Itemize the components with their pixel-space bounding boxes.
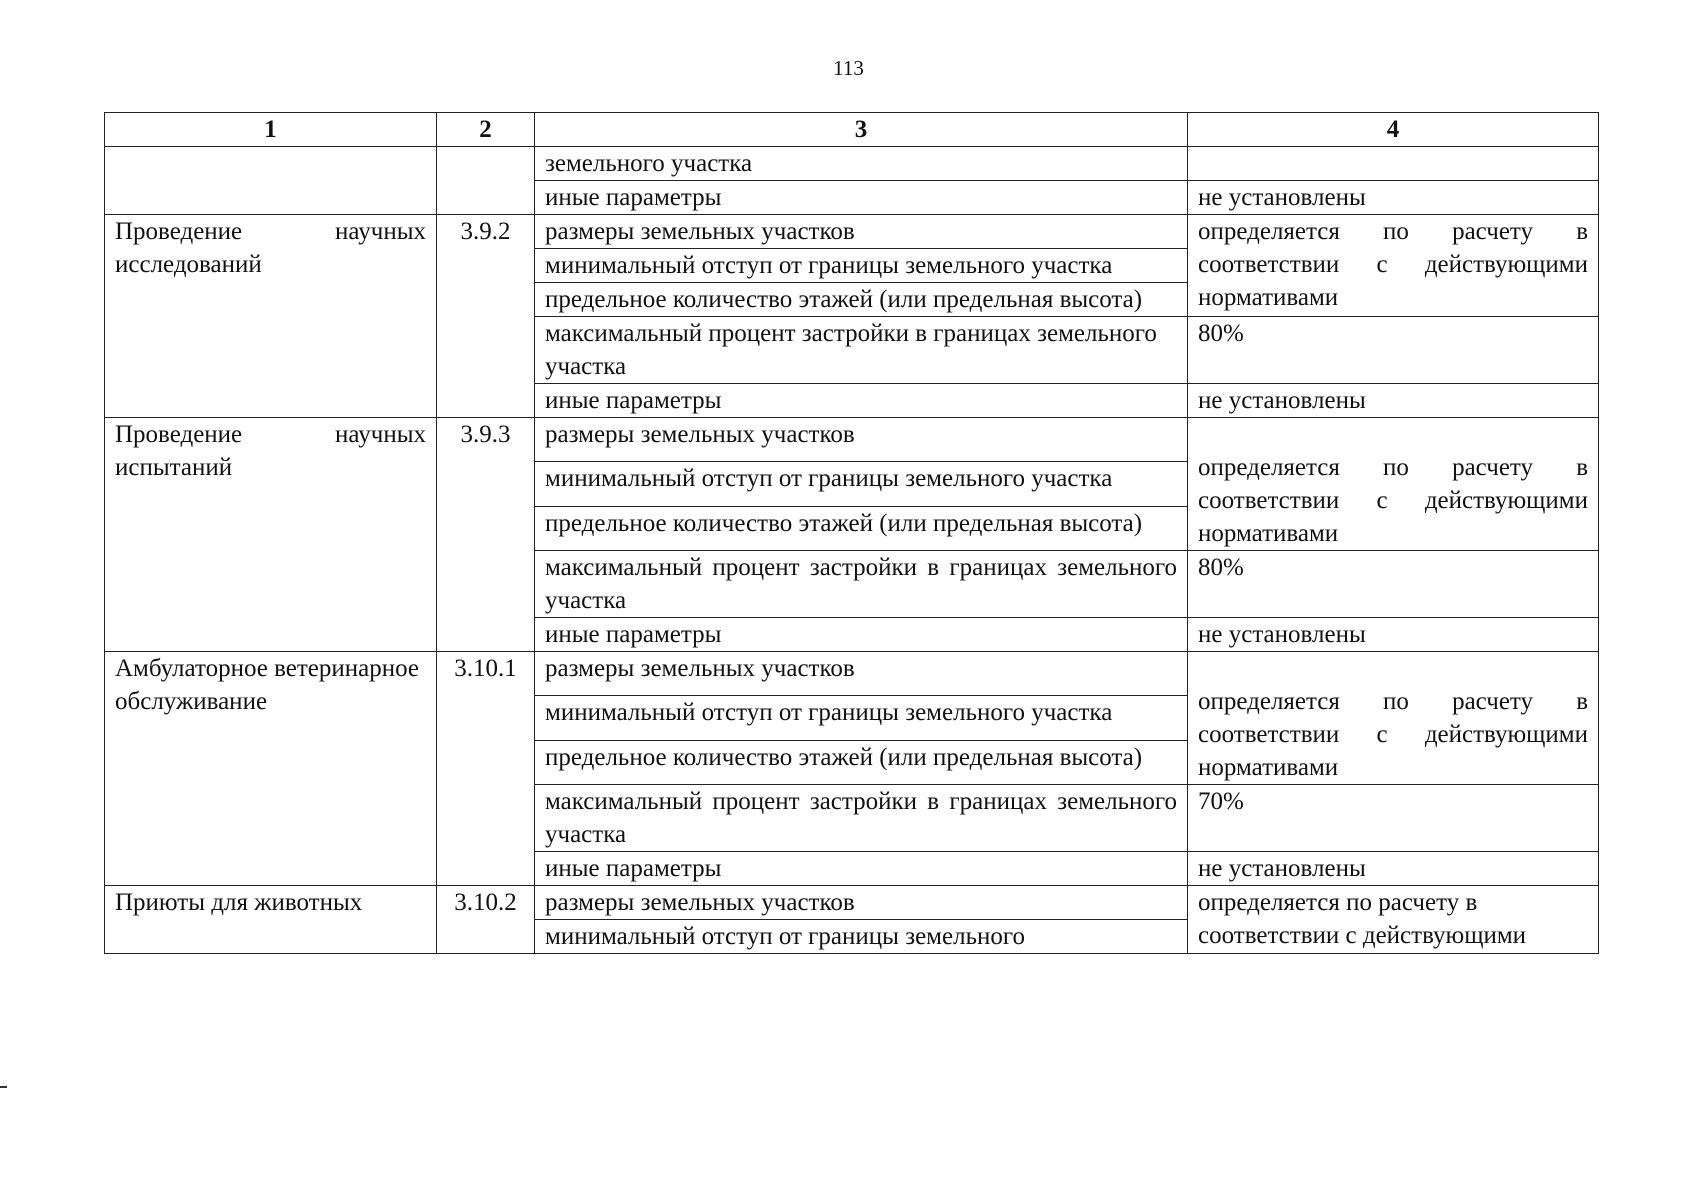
land-use-code: 3.10.2 (437, 886, 535, 954)
land-use-code: 3.10.1 (437, 652, 535, 886)
table-row (105, 652, 1599, 696)
value-cell: 70% (1188, 785, 1599, 852)
continuation-name-cell (105, 147, 437, 215)
value-cell: не установлены (1188, 618, 1599, 652)
value-cell: 80% (1188, 551, 1599, 618)
value-cell: 80% (1188, 317, 1599, 384)
column-header-3: 3 (535, 113, 1188, 147)
param-cell: максимальный процент застройки в границах земельного участка (535, 317, 1188, 384)
land-use-name: Приюты для животных (105, 886, 437, 954)
land-use-code: 3.9.2 (437, 215, 535, 418)
param-cell: предельное количество этажей (или предельная высота) (535, 283, 1188, 317)
table-row (105, 147, 1599, 181)
param-cell: максимальный процент застройки в границах земельного участка (535, 785, 1188, 852)
param-cell: предельное количество этажей (или предельная высота) (535, 506, 1188, 550)
value-cell: определяется по расчету в соответствии с действующими нормативами (1188, 215, 1599, 317)
scan-margin-mark (0, 1086, 7, 1088)
table-row (105, 886, 1599, 920)
column-header-1: 1 (105, 113, 437, 147)
param-cell: предельное количество этажей (или предельная высота) (535, 740, 1188, 784)
param-cell: минимальный отступ от границы земельного (535, 920, 1188, 954)
param-cell: максимальный процент застройки в границах земельного участка (535, 551, 1188, 618)
param-cell: иные параметры (535, 181, 1188, 215)
column-header-4: 4 (1188, 113, 1599, 147)
param-cell: размеры земельных участков (535, 215, 1188, 249)
value-cell: не установлены (1188, 852, 1599, 886)
param-cell: иные параметры (535, 852, 1188, 886)
land-use-name: Амбулаторное ветеринарное обслуживание (105, 652, 437, 886)
param-cell: размеры земельных участков (535, 886, 1188, 920)
param-cell: минимальный отступ от границы земельного участка (535, 696, 1188, 740)
param-cell: минимальный отступ от границы земельного участка (535, 462, 1188, 506)
param-cell: иные параметры (535, 384, 1188, 418)
table-header-row (105, 113, 1599, 147)
param-cell: земельного участка (535, 147, 1188, 181)
value-cell: не установлены (1188, 181, 1599, 215)
value-cell: определяется по расчету в соответствии с действующими (1188, 886, 1599, 954)
page-number: 113 (833, 56, 864, 80)
continuation-code-cell (437, 147, 535, 215)
value-cell (1188, 147, 1599, 181)
param-cell: размеры земельных участков (535, 652, 1188, 696)
param-cell: иные параметры (535, 618, 1188, 652)
column-header-2: 2 (437, 113, 535, 147)
land-use-name: Проведение научных испытаний (105, 418, 437, 652)
land-use-name: Проведение научных исследований (105, 215, 437, 418)
value-cell: не установлены (1188, 384, 1599, 418)
value-cell: определяется по расчету в соответствии с действующими нормативами (1188, 652, 1599, 785)
table-row (105, 215, 1599, 249)
land-parameters-table (104, 112, 1599, 954)
table-row (105, 418, 1599, 462)
land-use-code: 3.9.3 (437, 418, 535, 652)
param-cell: размеры земельных участков (535, 418, 1188, 462)
value-cell: определяется по расчету в соответствии с действующими нормативами (1188, 418, 1599, 551)
param-cell: минимальный отступ от границы земельного участка (535, 249, 1188, 283)
